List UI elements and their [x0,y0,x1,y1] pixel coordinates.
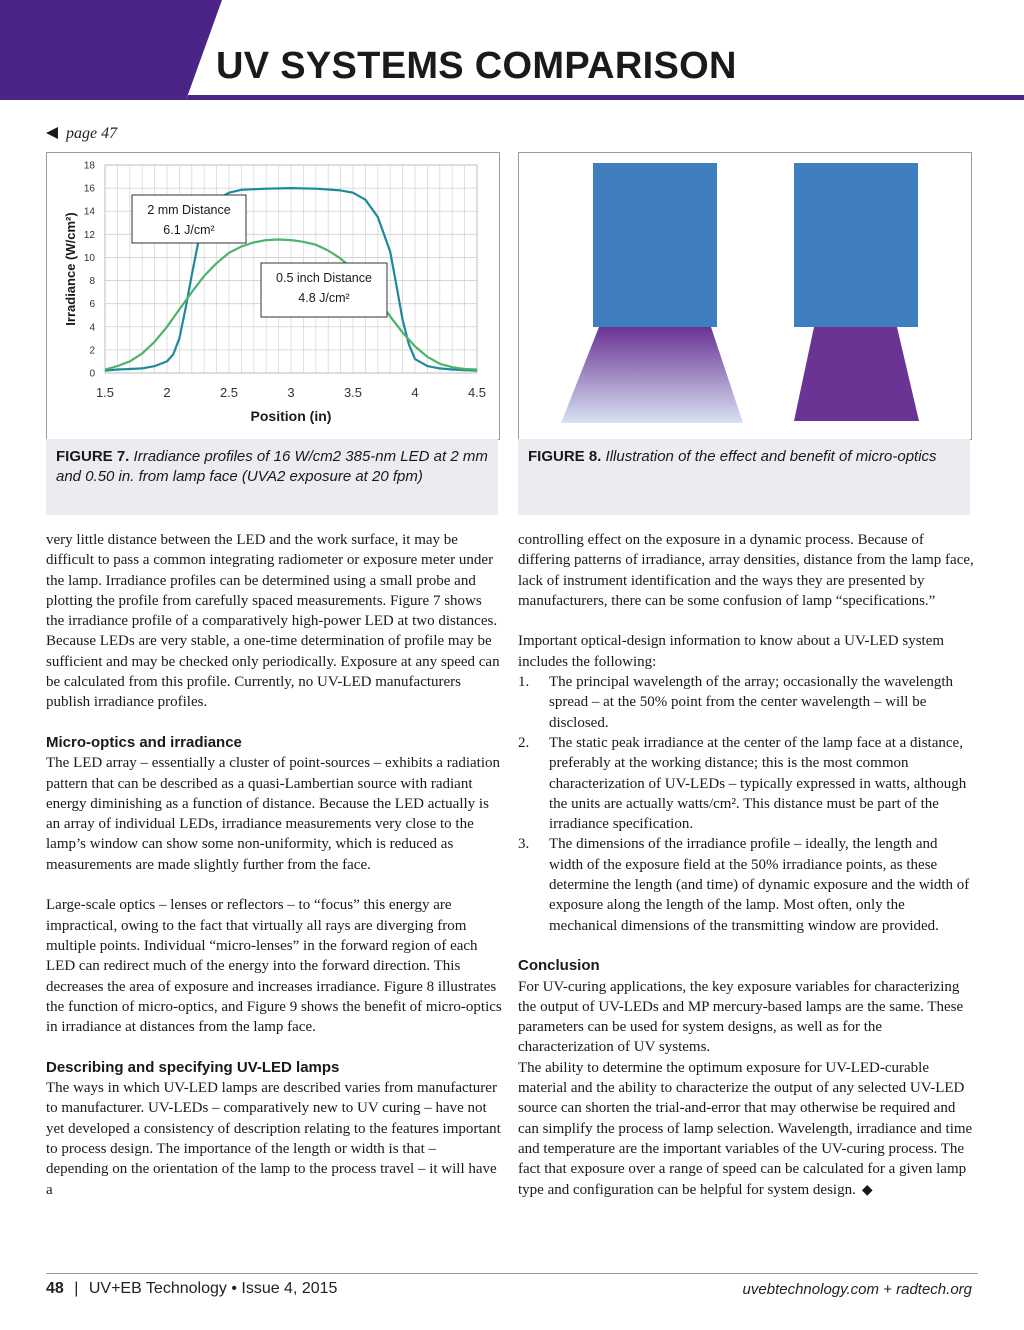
header-accent-wedge [0,0,222,100]
lamp-with-micro-optics [794,163,918,327]
page-title: UV SYSTEMS COMPARISON [216,45,737,87]
x-tick-label: 3.5 [343,385,363,400]
x-tick-label: 3 [287,385,295,400]
page-number: 48 [46,1280,64,1297]
page-reference-text: page 47 [66,125,118,142]
figure7-caption-text: Irradiance profiles of 16 W/cm2 385-nm LED at 2 mm and 0.50 in. from lamp face (UVA2 exposure at 20 fpm) [56,448,488,485]
figure7-caption [46,439,498,515]
diamond-end-icon: ◆ [861,1182,873,1198]
right-para-2: Important optical-design information to know about a UV-LED system includes the following: [518,633,945,670]
left-para-2: The LED array – essentially a cluster of point-sources – exhibits a radiation pattern that can be described as a quasi-Lambertian source with radiant energy diminishing as a function of distance. Because the LED actually is an array of individual LEDs, irradiance measurements very close to the lamp’s window can show some non-uniformity, which is reduced as measurements are made slightly further from the face. [46,755,501,873]
publication-name: UV+EB Technology • Issue 4, 2015 [88,1280,338,1297]
focused-beam-with-micro-optics [794,327,919,421]
y-tick-label: 0 [89,368,95,380]
header-underline [186,95,1024,100]
right-column [518,530,974,1201]
list-item-text: The static peak irradiance at the center of the lamp face at a distance, preferably at the working distance; this is the most common characterization of UV-LEDs – typically expressed in watts, although the units are actually watts/cm². This distance must be part of the irradiance specification. [549,734,967,833]
x-tick-label: 1.5 [95,385,115,400]
right-para-4-text: The ability to determine the optimum exposure for UV-LED-curable material and the ability to characterize the output of any selected UV-LED source can shorten the trial-and-error that may otherwise be required and can simplify the process of lamp selection. Wavelength, irradiance and time and temperature are the important variables of the UV-curing process. The fact that exposure over a range of speed can be calculated for a given lamp type and configuration can be helpful for system design. [518,1059,973,1198]
figure8-caption-label: FIGURE 8. [528,448,602,465]
y-tick-label: 4 [89,322,95,334]
figure8-caption-text: Illustration of the effect and benefit of micro-optics [605,448,937,465]
left-arrow-icon [46,127,58,139]
annotation-line-1: 0.5 inch Distance [276,271,372,285]
annotation-0-5-inch [261,263,387,317]
y-tick-label: 10 [83,252,95,264]
y-tick-label: 8 [89,276,95,288]
list-item [518,672,974,733]
figure8-caption [518,439,970,515]
section-heading-describing-lamps: Describing and specifying UV-LED lamps [46,1058,340,1076]
y-tick-label: 6 [89,299,95,311]
annotation-line-2: 4.8 J/cm² [298,291,350,305]
page-reference [46,125,117,143]
y-tick-label: 12 [83,229,95,241]
diverging-beam-without-optics [561,327,743,423]
y-tick-label: 14 [83,206,95,218]
x-axis-title: Position (in) [250,408,332,424]
footer-divider [46,1273,978,1274]
lamp-without-optics [593,163,717,327]
section-heading-micro-optics: Micro-optics and irradiance [46,733,242,751]
y-axis-title: Irradiance (W/cm²) [63,212,78,326]
footer-publication-info [46,1280,337,1298]
micro-optics-illustration [519,153,971,439]
list-item [518,834,974,935]
y-tick-label: 16 [83,183,95,195]
x-tick-label: 4 [411,385,419,400]
list-item-text: The dimensions of the irradiance profile – ideally, the length and width of the exposure field at the 50% irradiance points, as these determine the length (and time) of dynamic exposure and the width of exposure along the length of the lamp. Most often, only the mechanical dimensions of the transmitting window are provided. [549,836,970,934]
left-para-3: Large-scale optics – lenses or reflectors – to “focus” this energy are impractical, owing to the fact that virtually all rays are diverging from multiple points. Individual “micro-lenses” in the forward region of each LED can redirect much of the energy into the forward direction. This decreases the area of exposure and increases irradiance. Figure 8 illustrates the function of micro-optics, and Figure 9 shows the benefit of micro-optics in irradiance at distances from the lamp face. [46,897,502,1036]
list-item-text: The principal wavelength of the array; occasionally the wavelength spread – at the 50% point from the center wavelength – will be disclosed. [549,674,954,731]
annotation-2mm [132,195,246,243]
x-tick-label: 2 [163,385,171,400]
right-para-1: controlling effect on the exposure in a dynamic process. Because of differing patterns of irradiance, array densities, distance from the lamp face, lack of instrument identification and the ways they are presented by manufacturers, there can be some confusion of lamp “specifications.” [518,532,974,609]
list-item [518,733,974,834]
annotation-line-2: 6.1 J/cm² [163,223,215,237]
list-item-number: 1. [518,674,530,691]
figure7-chart-frame [46,152,500,440]
y-tick-label: 2 [89,345,95,357]
irradiance-chart [47,153,499,439]
figure7-caption-label: FIGURE 7. [56,448,130,465]
x-tick-label: 4.5 [467,385,487,400]
section-heading-conclusion: Conclusion [518,957,600,975]
left-para-1: very little distance between the LED and the work surface, it may be difficult to pass a common integrating radiometer or exposure meter under the lamp. Irradiance profiles can be determined using a small probe and plotting the profile from carefully spaced measurements. Figure 7 shows the irradiance profile of a comparatively high-power LED at two distances. Because LEDs are very stable, a one-time determination of profile may be sufficient and may be checked only periodically. Exposure at any speed can be calculated from this profile. Currently, no UV-LED manufacturers publish irradiance profiles. [46,532,500,711]
footer-websites: uvebtechnology.com + radtech.org [742,1281,972,1298]
right-para-3: For UV-curing applications, the key exposure variables for characterizing the output of UV-LEDs and MP mercury-based lamps are the same. These parameters can be used for system designs, as well as for the characterization of UV systems. [518,978,964,1056]
figure8-illustration-frame [518,152,972,440]
y-tick-label: 18 [83,160,95,172]
list-item-number: 2. [518,734,530,751]
list-item-number: 3. [518,836,530,853]
footer-separator: | [74,1280,79,1297]
left-column [46,530,502,1200]
chart-labels [63,161,486,425]
x-tick-label: 2.5 [219,385,239,400]
right-para-4 [518,1058,974,1201]
left-para-4: The ways in which UV-LED lamps are described varies from manufacturer to manufacturer. UV-LEDs – comparatively new to UV curing – have not yet developed a consistency of description relating to the features important to process design. The importance of the length or width is that – depending on the orientation of the lamp to the process travel – it will have a [46,1080,501,1198]
annotation-line-1: 2 mm Distance [147,203,231,217]
